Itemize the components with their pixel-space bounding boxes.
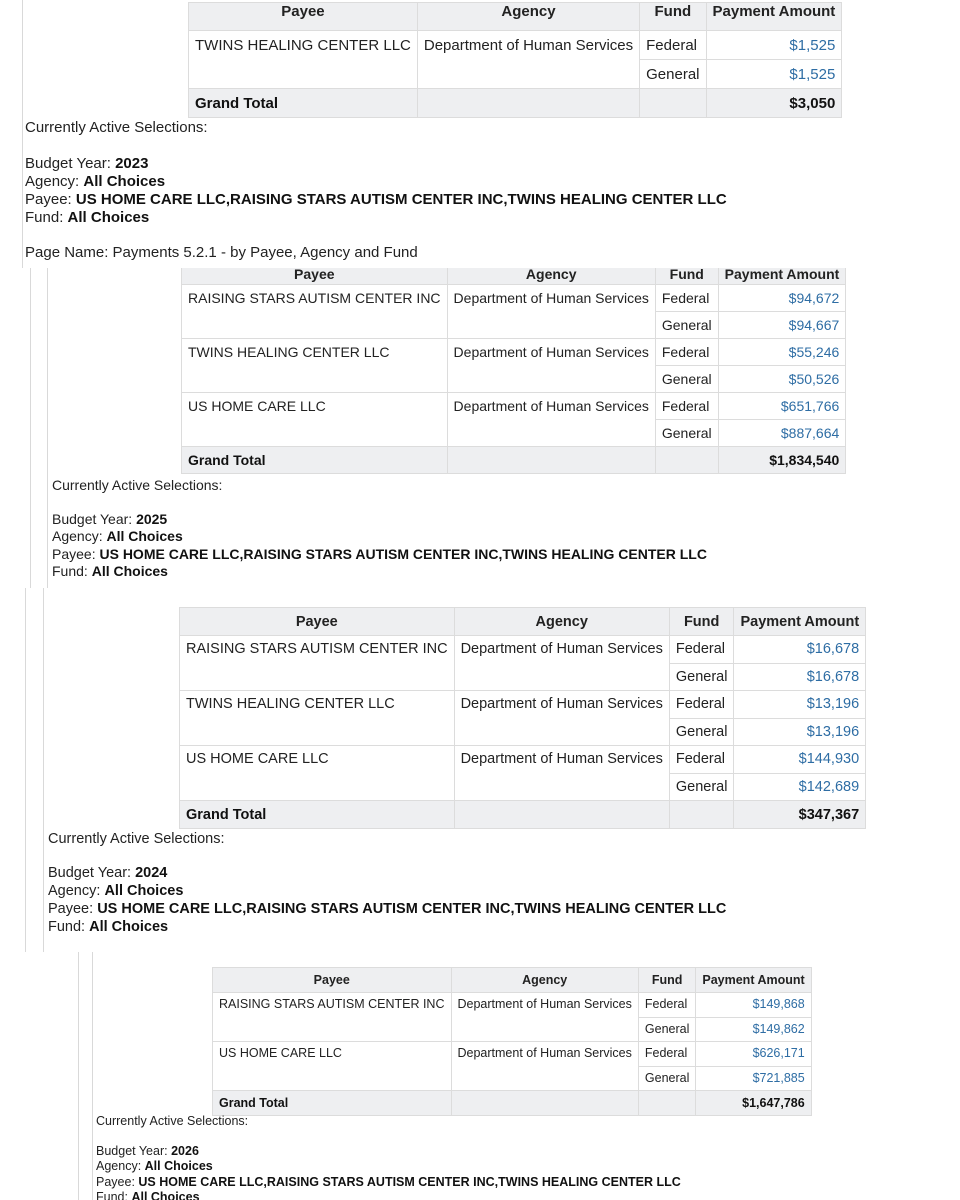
budget-year-value: 2026: [171, 1143, 199, 1158]
payee-cell: TWINS HEALING CENTER LLC: [182, 339, 448, 366]
amount-link[interactable]: $94,672: [718, 285, 846, 312]
budget-year-value: 2023: [115, 155, 149, 172]
agency-cell-empty: [447, 366, 655, 393]
fund-cell: General: [655, 312, 718, 339]
column-header-agency[interactable]: Agency: [451, 968, 638, 993]
payee-value: US HOME CARE LLC,RAISING STARS AUTISM CENTER INC,TWINS HEALING CENTER LLC: [75, 191, 727, 208]
payee-value: US HOME CARE LLC,RAISING STARS AUTISM CENTER INC,TWINS HEALING CENTER LLC: [97, 901, 727, 917]
agency-cell: Department of Human Services: [447, 285, 655, 312]
panel-divider: [92, 952, 93, 1200]
fund-cell: General: [655, 366, 718, 393]
column-header-agency[interactable]: Agency: [454, 608, 669, 636]
payee-cell: US HOME CARE LLC: [182, 393, 448, 420]
budget-year-label: Budget Year:: [48, 865, 132, 881]
column-header-payment-amount[interactable]: Payment Amount: [696, 968, 811, 993]
budget-year-label: Budget Year:: [52, 510, 133, 527]
agency-cell: Department of Human Services: [454, 746, 669, 774]
fund-cell: Federal: [669, 691, 734, 719]
grand-total-empty: [655, 447, 718, 474]
agency-cell-empty: [454, 773, 669, 801]
payee-cell: RAISING STARS AUTISM CENTER INC: [180, 636, 455, 664]
agency-label: Agency:: [96, 1159, 142, 1173]
payee-cell-empty: [180, 773, 455, 801]
active-selections: [96, 1114, 681, 1200]
column-header-payment-amount[interactable]: Payment Amount: [706, 3, 842, 31]
payments-table: [179, 607, 866, 829]
fund-cell: Federal: [655, 285, 718, 312]
payee-label: Payee:: [52, 545, 96, 562]
payee-cell-empty: [180, 663, 455, 691]
panel-divider: [43, 588, 44, 952]
agency-cell: Department of Human Services: [447, 393, 655, 420]
agency-cell: Department of Human Services: [417, 31, 639, 60]
agency-value: All Choices: [104, 883, 184, 899]
grand-total-empty: [454, 801, 669, 829]
amount-link[interactable]: $13,196: [734, 718, 866, 746]
grand-total-empty: [669, 801, 734, 829]
amount-link[interactable]: $721,885: [696, 1066, 811, 1091]
column-header-fund[interactable]: Fund: [655, 268, 718, 285]
budget-year-label: Budget Year:: [25, 155, 111, 172]
fund-value: All Choices: [89, 919, 169, 935]
grand-total-value: $347,367: [734, 801, 866, 829]
panel-divider: [30, 268, 31, 588]
payee-label: Payee:: [96, 1174, 135, 1189]
grand-total-value: $3,050: [706, 89, 842, 118]
fund-value: All Choices: [67, 209, 150, 226]
amount-link[interactable]: $50,526: [718, 366, 846, 393]
active-selections-heading: Currently Active Selections:: [52, 477, 223, 493]
grand-total-label: Grand Total: [182, 447, 448, 474]
fund-cell: Federal: [640, 31, 706, 60]
column-header-payment-amount[interactable]: Payment Amount: [734, 608, 866, 636]
payments-table: [188, 2, 842, 118]
payee-cell-empty: [213, 1017, 452, 1042]
grand-total-label: Grand Total: [180, 801, 455, 829]
agency-cell-empty: [454, 718, 669, 746]
grand-total-empty: [640, 89, 706, 118]
amount-link[interactable]: $144,930: [734, 746, 866, 774]
column-header-agency[interactable]: Agency: [447, 268, 655, 285]
active-selections-heading: Currently Active Selections:: [25, 119, 208, 136]
table-row: [182, 393, 846, 420]
payee-value: US HOME CARE LLC,RAISING STARS AUTISM CENTER INC,TWINS HEALING CENTER LLC: [138, 1174, 681, 1189]
amount-link[interactable]: $1,525: [706, 31, 842, 60]
agency-cell-empty: [454, 663, 669, 691]
grand-total-empty: [417, 89, 639, 118]
payee-cell-empty: [180, 718, 455, 746]
agency-label: Agency:: [48, 883, 101, 899]
table-row: [182, 420, 846, 447]
report-panel-2023: [0, 0, 960, 268]
column-header-payee[interactable]: Payee: [189, 3, 418, 31]
table-row: [180, 718, 866, 746]
report-panel-2025: [0, 268, 960, 588]
payee-cell: US HOME CARE LLC: [180, 746, 455, 774]
payee-cell: RAISING STARS AUTISM CENTER INC: [213, 993, 452, 1018]
grand-total-row: [180, 801, 866, 829]
column-header-fund[interactable]: Fund: [669, 608, 734, 636]
table-row: [213, 993, 812, 1018]
amount-link[interactable]: $626,171: [696, 1042, 811, 1067]
agency-cell: Department of Human Services: [451, 1042, 638, 1067]
table-row: [180, 636, 866, 664]
amount-link[interactable]: $13,196: [734, 691, 866, 719]
fund-cell: Federal: [655, 393, 718, 420]
payee-value: US HOME CARE LLC,RAISING STARS AUTISM CENTER INC,TWINS HEALING CENTER LLC: [99, 545, 707, 562]
budget-year-value: 2025: [136, 510, 168, 527]
table-row: [182, 285, 846, 312]
payee-label: Payee:: [25, 191, 72, 208]
fund-cell: General: [669, 773, 734, 801]
amount-link[interactable]: $16,678: [734, 636, 866, 664]
fund-cell: General: [655, 420, 718, 447]
table-row: [213, 1066, 812, 1091]
payments-table: [212, 967, 812, 1116]
payments-table: [181, 268, 846, 474]
panel-divider: [22, 0, 23, 268]
payee-cell: US HOME CARE LLC: [213, 1042, 452, 1067]
column-header-payee[interactable]: Payee: [182, 268, 448, 285]
payee-cell-empty: [182, 312, 448, 339]
table-row: [180, 691, 866, 719]
column-header-payee[interactable]: Payee: [180, 608, 455, 636]
grand-total-label: Grand Total: [213, 1091, 452, 1116]
payee-cell-empty: [182, 420, 448, 447]
payee-label: Payee:: [48, 901, 94, 917]
grand-total-empty: [451, 1091, 638, 1116]
grand-total-value: $1,834,540: [718, 447, 846, 474]
active-selections-heading: Currently Active Selections:: [48, 831, 225, 847]
table-row: [189, 31, 842, 60]
amount-link[interactable]: $55,246: [718, 339, 846, 366]
fund-cell: General: [669, 718, 734, 746]
panel-divider: [25, 588, 26, 952]
agency-cell: Department of Human Services: [454, 691, 669, 719]
payee-cell-empty: [213, 1066, 452, 1091]
agency-cell-empty: [451, 1017, 638, 1042]
budget-year-label: Budget Year:: [96, 1143, 168, 1158]
payee-cell: TWINS HEALING CENTER LLC: [180, 691, 455, 719]
table-row: [180, 773, 866, 801]
grand-total-empty: [447, 447, 655, 474]
grand-total-value: $1,647,786: [696, 1091, 811, 1116]
fund-cell: Federal: [669, 636, 734, 664]
active-selections: [48, 830, 726, 936]
grand-total-empty: [638, 1091, 695, 1116]
fund-value: All Choices: [91, 563, 168, 579]
fund-cell: Federal: [655, 339, 718, 366]
agency-value: All Choices: [106, 528, 183, 544]
report-panel-2024: [0, 588, 960, 952]
fund-label: Fund:: [96, 1190, 128, 1200]
amount-link[interactable]: $142,689: [734, 773, 866, 801]
agency-value: All Choices: [83, 173, 166, 190]
payee-cell: TWINS HEALING CENTER LLC: [189, 31, 418, 60]
table-row: [182, 366, 846, 393]
amount-link[interactable]: $149,868: [696, 993, 811, 1018]
table-row: [189, 60, 842, 89]
page-name: Page Name: Payments 5.2.1 - by Payee, Agency and Fund: [25, 244, 418, 261]
payee-cell: RAISING STARS AUTISM CENTER INC: [182, 285, 448, 312]
agency-cell: Department of Human Services: [451, 993, 638, 1018]
fund-cell: General: [638, 1066, 695, 1091]
agency-value: All Choices: [144, 1159, 213, 1173]
table-row: [182, 312, 846, 339]
agency-cell-empty: [447, 312, 655, 339]
agency-cell-empty: [417, 60, 639, 89]
table-row: [213, 1042, 812, 1067]
fund-label: Fund:: [52, 563, 88, 579]
active-selections: [52, 477, 707, 581]
amount-link[interactable]: $887,664: [718, 420, 846, 447]
active-selections: [25, 119, 727, 262]
payee-cell-empty: [189, 60, 418, 89]
column-header-payment-amount[interactable]: Payment Amount: [718, 268, 846, 285]
grand-total-row: [182, 447, 846, 474]
fund-cell: General: [640, 60, 706, 89]
fund-cell: Federal: [638, 1042, 695, 1067]
budget-year-value: 2024: [135, 865, 168, 881]
column-header-payee[interactable]: Payee: [213, 968, 452, 993]
agency-cell: Department of Human Services: [454, 636, 669, 664]
amount-link[interactable]: $16,678: [734, 663, 866, 691]
table-row: [180, 746, 866, 774]
table-row: [213, 1017, 812, 1042]
amount-link[interactable]: $1,525: [706, 60, 842, 89]
table-row: [180, 663, 866, 691]
column-header-fund[interactable]: Fund: [640, 3, 706, 31]
fund-cell: General: [669, 663, 734, 691]
fund-cell: Federal: [669, 746, 734, 774]
amount-link[interactable]: $149,862: [696, 1017, 811, 1042]
agency-cell-empty: [447, 420, 655, 447]
agency-cell: Department of Human Services: [447, 339, 655, 366]
fund-cell: General: [638, 1017, 695, 1042]
report-panel-2026: [0, 952, 960, 1200]
column-header-fund[interactable]: Fund: [638, 968, 695, 993]
grand-total-row: [213, 1091, 812, 1116]
amount-link[interactable]: $651,766: [718, 393, 846, 420]
active-selections-heading: Currently Active Selections:: [96, 1114, 249, 1128]
agency-label: Agency:: [52, 528, 103, 544]
amount-link[interactable]: $94,667: [718, 312, 846, 339]
table-row: [182, 339, 846, 366]
fund-label: Fund:: [48, 919, 86, 935]
fund-label: Fund:: [25, 209, 64, 226]
agency-label: Agency:: [25, 173, 80, 190]
agency-cell-empty: [451, 1066, 638, 1091]
fund-value: All Choices: [131, 1190, 200, 1200]
payee-cell-empty: [182, 366, 448, 393]
column-header-agency[interactable]: Agency: [417, 3, 639, 31]
fund-cell: Federal: [638, 993, 695, 1018]
grand-total-label: Grand Total: [189, 89, 418, 118]
grand-total-row: [189, 89, 842, 118]
panel-divider: [47, 268, 48, 588]
panel-divider: [78, 952, 79, 1200]
